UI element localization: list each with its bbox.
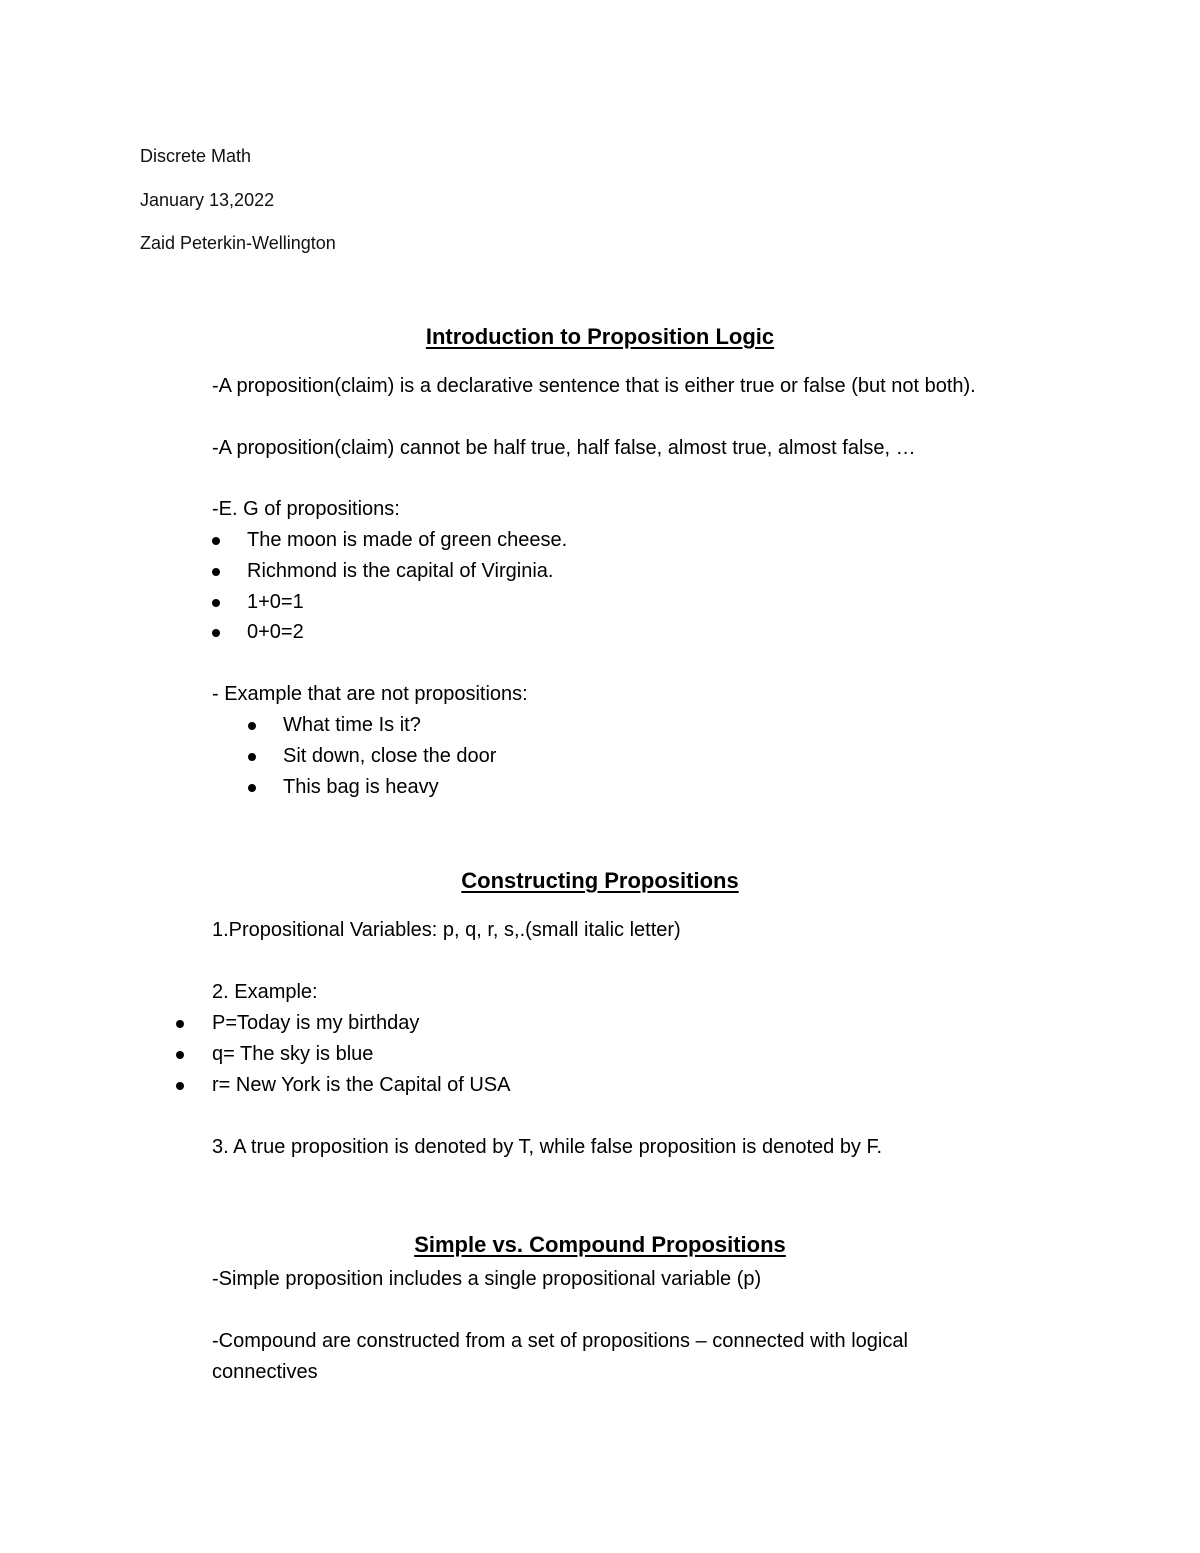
bullet-icon	[248, 784, 256, 792]
list-item: r= New York is the Capital of USA	[212, 1074, 511, 1096]
list-item: What time Is it?	[283, 714, 421, 736]
paragraph: -A proposition(claim) cannot be half true, half false, almost true, almost false, …	[212, 437, 916, 459]
list-item: q= The sky is blue	[212, 1043, 374, 1065]
paragraph: connectives	[212, 1361, 318, 1383]
paragraph: -Compound are constructed from a set of propositions – connected with logical	[212, 1330, 908, 1352]
course-name: Discrete Math	[140, 146, 252, 166]
section-title-simple-compound: Simple vs. Compound Propositions	[414, 1232, 786, 1257]
paragraph: -A proposition(claim) is a declarative sentence that is either true or false (but not both).	[212, 375, 976, 397]
list-heading: -E. G of propositions:	[212, 498, 400, 520]
bullet-icon	[248, 722, 256, 730]
bullet-icon	[212, 629, 220, 637]
list-item: 1+0=1	[247, 591, 304, 613]
list-item: P=Today is my birthday	[212, 1012, 420, 1034]
section-title-constructing: Constructing Propositions	[461, 868, 739, 893]
list-item: This bag is heavy	[283, 776, 439, 798]
bullet-icon	[176, 1020, 184, 1028]
list-heading: - Example that are not propositions:	[212, 683, 528, 705]
paragraph: 1.Propositional Variables: p, q, r, s,.(small italic letter)	[212, 919, 681, 941]
bullet-icon	[212, 568, 220, 576]
bullet-icon	[248, 753, 256, 761]
list-item: 0+0=2	[247, 621, 304, 643]
list-heading: 2. Example:	[212, 981, 318, 1003]
paragraph: 3. A true proposition is denoted by T, while false proposition is denoted by F.	[212, 1136, 883, 1158]
author-name: Zaid Peterkin-Wellington	[140, 233, 336, 253]
bullet-icon	[176, 1051, 184, 1059]
bullet-icon	[176, 1082, 184, 1090]
paragraph: -Simple proposition includes a single propositional variable (p)	[212, 1268, 762, 1290]
bullet-icon	[212, 599, 220, 607]
list-item: The moon is made of green cheese.	[247, 529, 568, 551]
list-item: Sit down, close the door	[283, 745, 497, 767]
bullet-icon	[212, 537, 220, 545]
list-item: Richmond is the capital of Virginia.	[247, 560, 554, 582]
section-title-intro: Introduction to Proposition Logic	[425, 324, 775, 349]
date: January 13,2022	[140, 190, 275, 210]
